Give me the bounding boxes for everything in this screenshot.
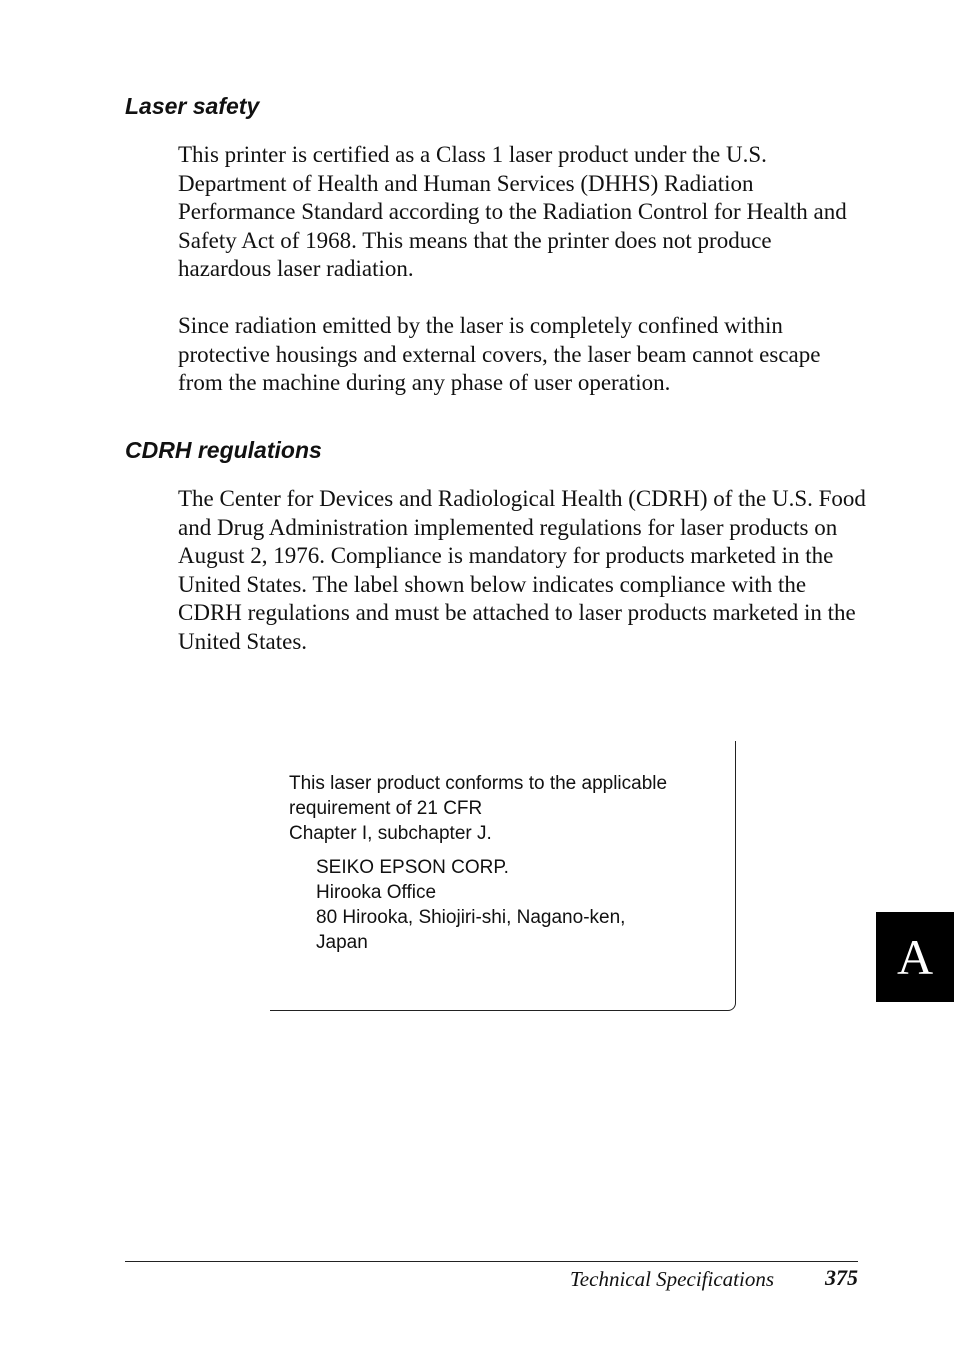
laser-safety-paragraph-2: Since radiation emitted by the laser is completely confined within protective housings and external covers, the laser beam cannot escape from the machine during any phase of user operation. (178, 313, 821, 396)
section-heading-laser-safety: Laser safety (125, 93, 260, 119)
label-statement-line: This laser product conforms to the applicable (289, 773, 668, 794)
footer-chapter-title: Technical Specifications (570, 1267, 774, 1291)
label-address-line: Hirooka Office (316, 882, 437, 903)
footer-rule (125, 1261, 858, 1262)
cdrh-paragraph: The Center for Devices and Radiological Health (CDRH) of the U.S. Food and Drug Administration implemented regulations for laser products on August 2, 1976. Compliance is mandatory for products marketed in the United States. The label shown below indicates compliance with the CDRH regulations and must be attached to laser products marketed in the United States. (178, 486, 866, 654)
section-heading-cdrh-regulations: CDRH regulations (125, 437, 322, 463)
label-statement (289, 771, 667, 846)
label-statement-line: Chapter I, subchapter J. (289, 823, 492, 844)
label-statement-line: requirement of 21 CFR (289, 798, 483, 819)
appendix-tab: A (876, 912, 954, 1002)
label-address-line: SEIKO EPSON CORP. (316, 857, 509, 878)
label-address-line: 80 Hirooka, Shiojiri-shi, Nagano-ken, (316, 907, 626, 928)
page-number: 375 (825, 1265, 858, 1290)
label-address (316, 855, 625, 955)
laser-safety-paragraph-1: This printer is certified as a Class 1 laser product under the U.S. Department of Health and Human Services (DHHS) Radiation Performance Standard according to the Radiation Control for Health and Safety Act of 1968. This means that the printer does not produce hazardous laser radiation. (178, 142, 847, 282)
label-address-line: Japan (316, 932, 368, 953)
